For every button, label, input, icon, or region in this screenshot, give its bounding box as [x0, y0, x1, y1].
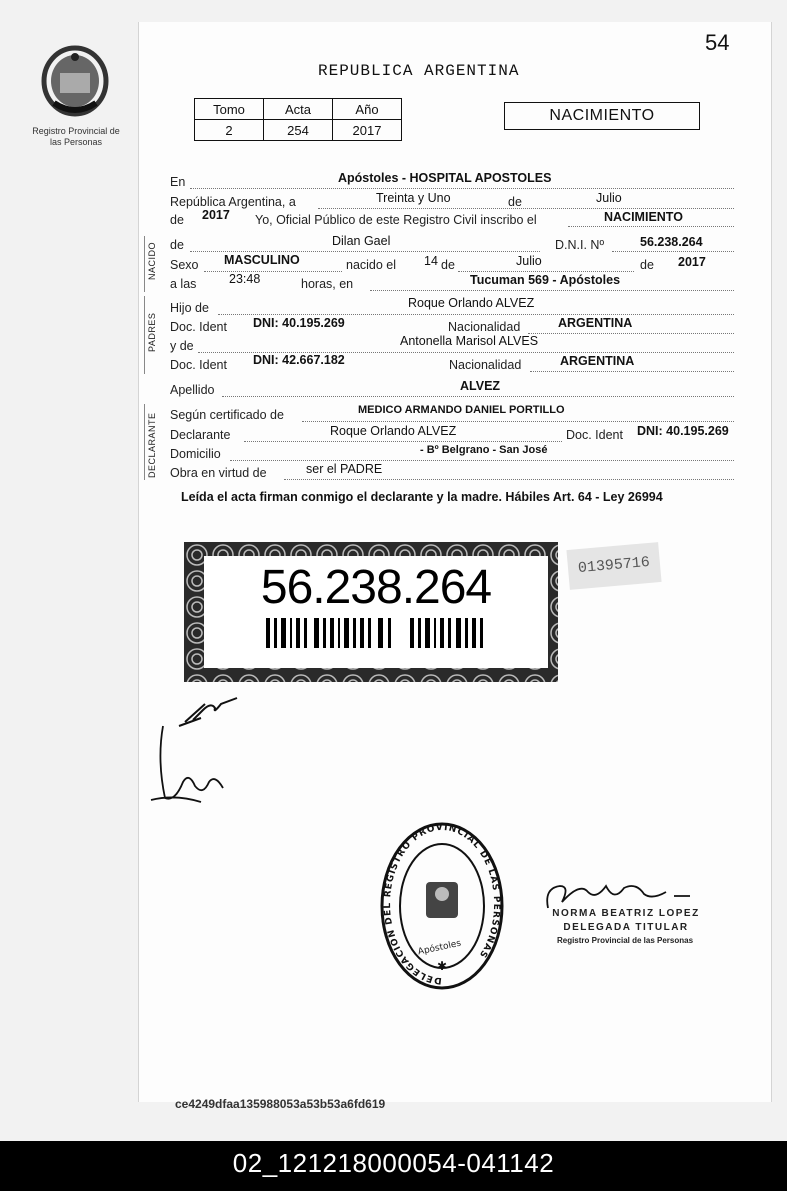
stamp-inner: Apóstoles: [417, 938, 463, 958]
declarante-value: Roque Orlando ALVEZ: [330, 424, 457, 438]
acta-header: Acta: [264, 99, 333, 120]
domicilio-value: - Bº Belgrano - San José: [420, 444, 548, 456]
yde-label: y de: [170, 339, 194, 353]
side-label-padres: PADRES: [147, 312, 157, 352]
dia-letras: Treinta y Uno: [376, 191, 451, 205]
nac-dia: 14: [424, 254, 438, 268]
de3-label: de: [170, 238, 184, 252]
madre-doc: DNI: 42.667.182: [253, 353, 345, 367]
stamp-text: DELEGACION DEL REGISTRO PROVINCIAL DE LAS PERSONAS: [383, 822, 502, 986]
dni-label: D.N.I. Nº: [555, 238, 605, 252]
section-divider: [144, 404, 146, 480]
doc-label: Doc. Ident: [170, 320, 227, 334]
side-label-nacido: NACIDO: [147, 241, 157, 280]
nac-label: Nacionalidad: [448, 320, 521, 334]
delegate-office: Registro Provincial de las Personas: [556, 936, 694, 945]
de2-label: de: [170, 213, 184, 227]
document-title: REPUBLICA ARGENTINA: [318, 62, 520, 80]
section-divider: [144, 236, 146, 292]
domicilio-label: Domicilio: [170, 447, 221, 461]
sexo-label: Sexo: [170, 258, 199, 272]
sexo-value: MASCULINO: [224, 253, 300, 267]
de5-label: de: [640, 258, 654, 272]
de-label: de: [508, 195, 522, 209]
tomo-header: Tomo: [195, 99, 264, 120]
delegate-role: DELEGADA TITULAR: [563, 922, 689, 933]
dni-value: 56.238.264: [640, 235, 703, 249]
tipo-value: NACIMIENTO: [604, 210, 683, 224]
doc3-label: Doc. Ident: [566, 428, 623, 442]
horas-label: horas, en: [301, 277, 354, 291]
en-label: En: [170, 175, 186, 189]
office-caption: Registro Provincial de las Personas: [32, 126, 120, 147]
madre-value: Antonella Marisol ALVES: [400, 334, 539, 348]
anio-header: Año: [333, 99, 402, 120]
en-value: Apóstoles - HOSPITAL APOSTOLES: [338, 171, 552, 185]
nac-mes: Julio: [516, 254, 542, 268]
doc2-label: Doc. Ident: [170, 358, 227, 372]
declarant-signature: [145, 690, 245, 820]
padre-nac: ARGENTINA: [558, 316, 633, 330]
registry-table: [194, 98, 402, 141]
declarante-doc: DNI: 40.195.269: [637, 424, 729, 438]
page-number: 54: [705, 30, 730, 55]
document-hash: ce4249dfaa135988053a53b53a6fd619: [175, 1097, 386, 1111]
republica-label: República Argentina, a: [170, 195, 296, 209]
mes-value: Julio: [596, 191, 622, 205]
certificado-value: MEDICO ARMANDO DANIEL PORTILLO: [358, 404, 565, 416]
padre-value: Roque Orlando ALVEZ: [408, 296, 535, 310]
official-stamp: [378, 820, 506, 992]
hijo-label: Hijo de: [170, 301, 209, 315]
a-las-label: a las: [170, 277, 197, 291]
madre-nac: ARGENTINA: [560, 354, 635, 368]
nombre-value: Dilan Gael: [332, 234, 391, 248]
declarante-label: Declarante: [170, 428, 231, 442]
segun-label: Según certificado de: [170, 408, 284, 422]
tomo-value: 2: [195, 120, 264, 141]
record-type-box: NACIMIENTO: [504, 102, 700, 130]
svg-text:✱: ✱: [436, 959, 448, 973]
obra-label: Obra en virtud de: [170, 466, 267, 480]
hora-value: 23:48: [229, 272, 261, 286]
sticker-dni: 56.238.264: [260, 561, 492, 614]
acta-value: 254: [264, 120, 333, 141]
padre-doc: DNI: 40.195.269: [253, 316, 345, 330]
section-divider: [144, 296, 146, 374]
oficial-text: Yo, Oficial Público de este Registro Civil inscribo el: [255, 213, 537, 227]
anio-value: 2017: [333, 120, 402, 141]
lugar-value: Tucuman 569 - Apóstoles: [470, 273, 621, 287]
side-label-declarante: DECLARANTE: [147, 412, 157, 478]
sticker-serial: 01395716: [566, 542, 661, 590]
de4-label: de: [441, 258, 455, 272]
apellido-label: Apellido: [170, 383, 215, 397]
dni-sticker: [184, 542, 558, 682]
nacido-label: nacido el: [346, 258, 397, 272]
nac2-label: Nacionalidad: [449, 358, 522, 372]
obra-value: ser el PADRE: [306, 462, 383, 476]
legal-note: Leída el acta firman conmigo el declarante y la madre. Hábiles Art. 64 - Ley 26994: [181, 490, 663, 504]
file-identifier-bar: 02_121218000054-041142: [0, 1141, 787, 1191]
apellido-value: ALVEZ: [460, 379, 501, 393]
delegate-name: NORMA BEATRIZ LOPEZ: [552, 908, 700, 919]
province-emblem-icon: [40, 45, 110, 117]
anio-inscripcion: 2017: [202, 208, 230, 222]
nac-anio: 2017: [678, 255, 706, 269]
